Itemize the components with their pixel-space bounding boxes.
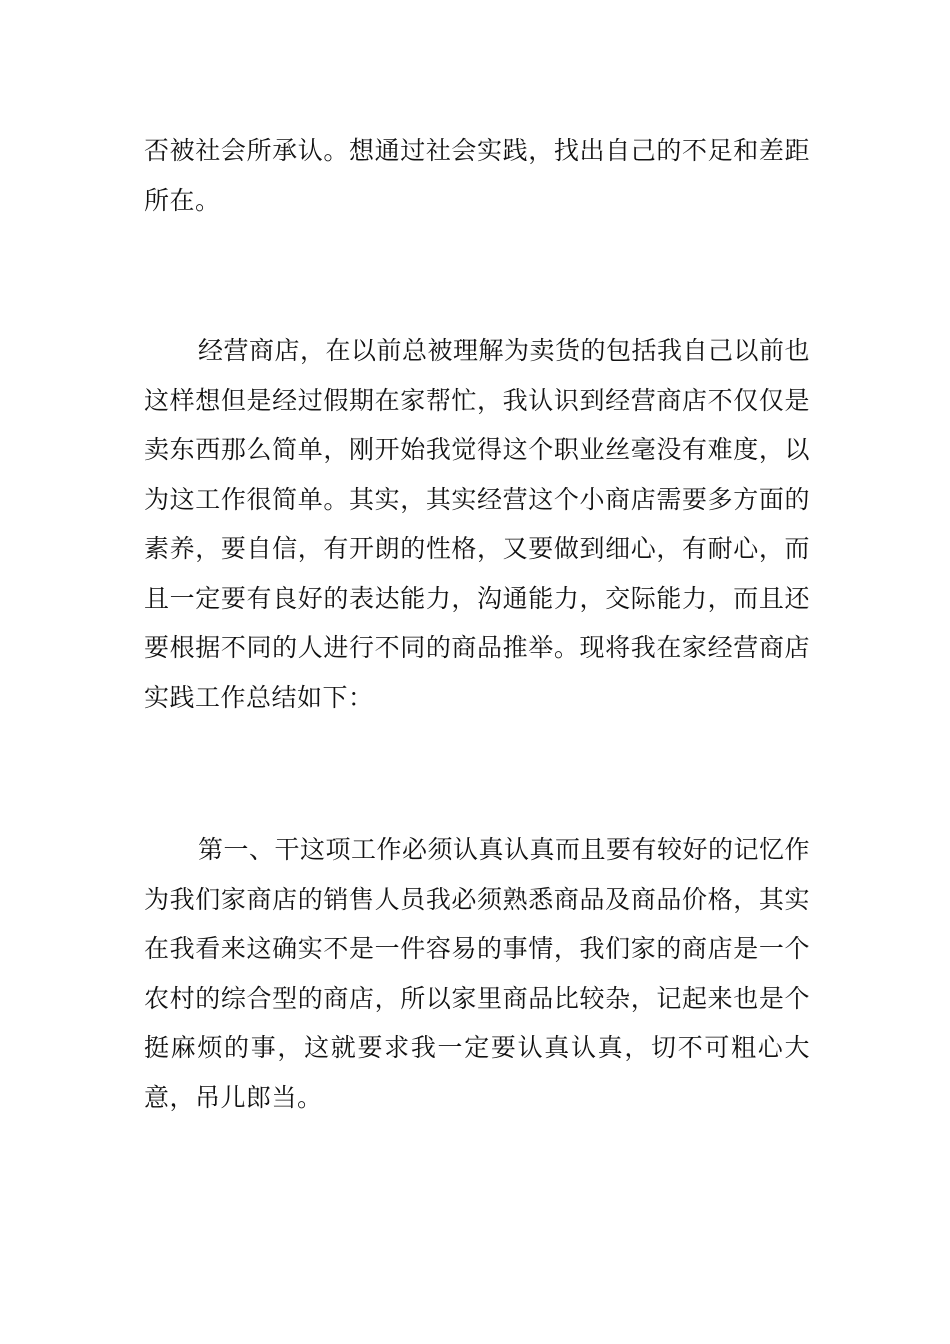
paragraph-store-intro: 经营商店，在以前总被理解为卖货的包括我自己以前也这样想但是经过假期在家帮忙，我认识到经营商店不仅仅是卖东西那么简单，刚开始我觉得这个职业丝毫没有难度，以为这工作很简单。其实，其实经营这个小商店需要多方面的素养，要自信，有开朗的性格，又要做到细心，有耐心，而且一定要有良好的表达能力，沟通能力，交际能力，而且还要根据不同的人进行不同的商品推举。现将我在家经营商店实践工作总结如下： xyxy=(144,336,811,712)
paragraph-continuation: 否被社会所承认。想通过社会实践，找出自己的不足和差距所在。 xyxy=(144,136,810,215)
paragraph-point-one: 第一、干这项工作必须认真认真而且要有较好的记忆作为我们家商店的销售人员我必须熟悉商品及商品价格，其实在我看来这确实不是一件容易的事情，我们家的商店是一个农村的综合型的商店，所以家里商品比较杂，记起来也是个挺麻烦的事，这就要求我一定要认真认真，切不可粗心大意，吊儿郎当。 xyxy=(144,835,811,1112)
